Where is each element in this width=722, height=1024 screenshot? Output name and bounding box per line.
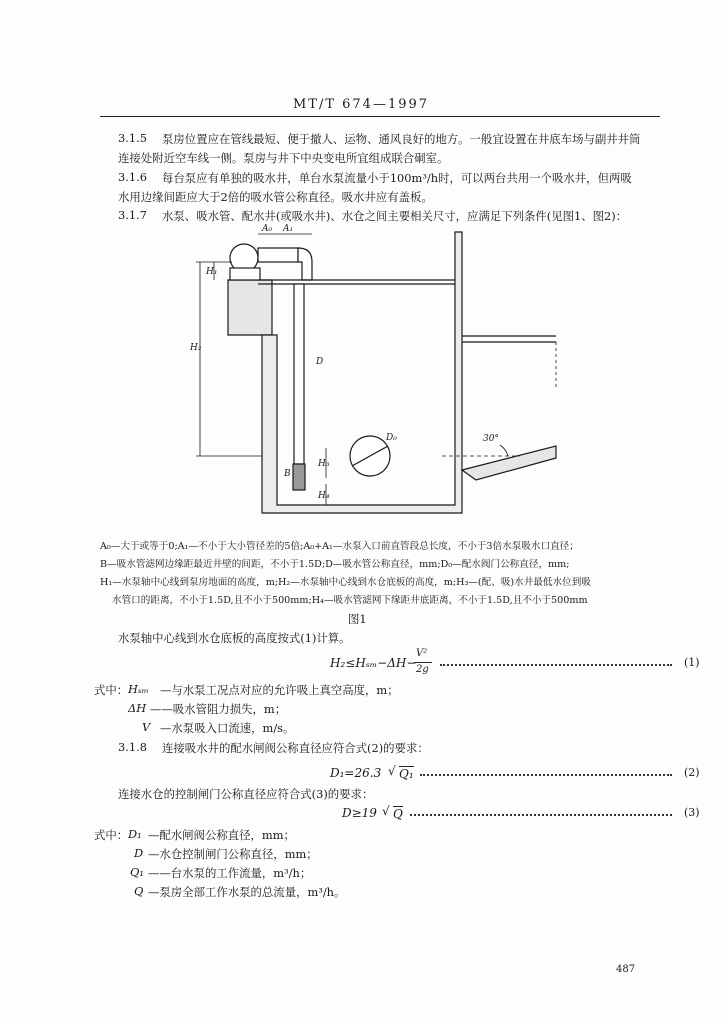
inclined-inlet: [462, 446, 556, 480]
def-q1-symbol: Q₁: [130, 865, 144, 879]
formula-3-number: (3): [684, 806, 700, 819]
label-h2: H₂: [190, 343, 202, 353]
def-q1-text: ——台水泵的工作流量，m³/h；: [148, 866, 312, 880]
clause-3-1-5-line1: 泵房位置应在管线最短、便于撤人、运物、通风良好的地方。一般宜设置在井底车场与副井井筒: [162, 132, 641, 146]
def-d1-text: —配水闸阀公称直径，mm；: [148, 828, 295, 842]
formula-1-expr: H₂≤Hₛₘ−ΔH−: [330, 656, 417, 670]
def-q-symbol: Q: [134, 884, 144, 898]
clause-3-1-6-line2: 水用边缘间距应大于2倍的吸水管公称直径。吸水井应有盖板。: [118, 190, 433, 204]
clause-num-3-1-6: 3.1.6: [118, 170, 147, 184]
clause-num-3-1-8: 3.1.8: [118, 740, 147, 754]
clause-3-1-6-line1: 每台泵应有单独的吸水井，单台水泵流量小于100m³/h时，可以两台共用一个吸水井，但两吸: [162, 171, 632, 185]
suction-strainer: [293, 464, 305, 490]
legend-line-4: 水管口的距离，不小于1.5D,且不小于500mm;H₄—吸水管滤网下缘距井底距离，不小于1.5D,且不小于500mm: [112, 595, 588, 606]
pump-inlet: [258, 248, 298, 262]
formula-3-lhs: D≥19: [342, 806, 377, 820]
def-dh-text: ——吸水管阻力损失，m；: [150, 702, 287, 716]
label-h4: H₄: [318, 491, 330, 501]
formula-3-radical: √: [382, 804, 390, 818]
def-v-text: —水泵吸入口流速，m/s。: [160, 721, 295, 735]
def-d-text: —水仓控制闸门公称直径，mm；: [148, 847, 318, 861]
formula-1-where: 式中：: [94, 683, 129, 697]
clause-3-1-8-line1: 连接吸水井的配水闸阀公称直径应符合式(2)的要求：: [162, 741, 429, 755]
label-a1: A₁: [283, 224, 294, 234]
formula-1-intro: 水泵轴中心线到水仓底板的高度按式(1)计算。: [118, 631, 351, 645]
clause-num-3-1-5: 3.1.5: [118, 131, 147, 145]
standard-header: MT/T 674—1997: [292, 97, 430, 112]
label-a0: A₀: [262, 224, 273, 234]
def-hsm-symbol: Hₛₘ: [128, 682, 149, 696]
def-dh-symbol: ΔH: [128, 701, 147, 715]
figure-caption: 图1: [348, 612, 367, 626]
clause-3-1-7-line1: 水泵、吸水管、配水井(或吸水井)、水仓之间主要相关尺寸，应满足下列条件(见图1、图2)：: [162, 209, 628, 223]
formula-1-numerator: V²: [416, 648, 428, 659]
formula-2-number: (2): [684, 766, 700, 779]
clause-3-1-5-line2: 连接处附近空车线一侧。泵房与井下中央变电所宜组成联合硐室。: [118, 151, 449, 165]
def-v-symbol: V: [142, 720, 151, 734]
formula-3-intro: 连接水仓的控制闸门公称直径应符合式(3)的要求：: [118, 787, 374, 801]
page-number: 487: [616, 964, 636, 975]
legend-line-3: H₁—水泵轴中心线到泵房地面的高度，m;H₂—水泵轴中心线到水仓底板的高度，m;H₃—(配、吸)水井最低水位到吸: [100, 577, 591, 588]
formula-2-radicand: Q₁: [399, 767, 414, 781]
formula-2-lhs: D₁=26.3: [330, 766, 382, 780]
formula-3-radicand: Q: [393, 807, 403, 821]
pump-motor: [230, 268, 260, 280]
label-d: D: [316, 357, 324, 367]
formula-1-denominator: 2g: [416, 664, 429, 675]
def-d-symbol: D: [134, 846, 144, 860]
legend-line-2: B—吸水管滤网边缘距最近井壁的间距，不小于1.5D;D—吸水管公称直径，mm;D₀—配水阀门公称直径，mm;: [100, 559, 570, 570]
label-h1: H₁: [206, 267, 218, 277]
formula-3-leader: [410, 814, 672, 816]
formula-2-leader: [420, 774, 672, 776]
clause-num-3-1-7: 3.1.7: [118, 208, 147, 222]
legend-line-1: A₀—大于或等于0;A₁—不小于大小管径差的5倍;A₀+A₁—水泵入口前直管段总长度，不小于3倍水泵吸水口直径；: [100, 541, 579, 552]
label-h3: H₃: [318, 459, 330, 469]
def-hsm-text: —与水泵工况点对应的允许吸上真空高度，m；: [160, 683, 399, 697]
def-d1-symbol: D₁: [128, 827, 142, 841]
formula-1-number: (1): [684, 656, 700, 669]
label-b: B: [284, 469, 291, 479]
formula-1-leader: [440, 664, 672, 666]
def-q-text: —泵房全部工作水泵的总流量，m³/h。: [148, 885, 346, 899]
suction-elbow: [298, 248, 312, 280]
pump-floor-block: [228, 280, 272, 335]
formula-3-where: 式中：: [94, 828, 129, 842]
formula-1-fraction-bar: [414, 662, 432, 663]
suction-pipe: [294, 284, 304, 464]
formula-2-radical: √: [388, 764, 396, 778]
label-angle: 30°: [483, 434, 499, 444]
label-d0: D₀: [386, 433, 397, 443]
